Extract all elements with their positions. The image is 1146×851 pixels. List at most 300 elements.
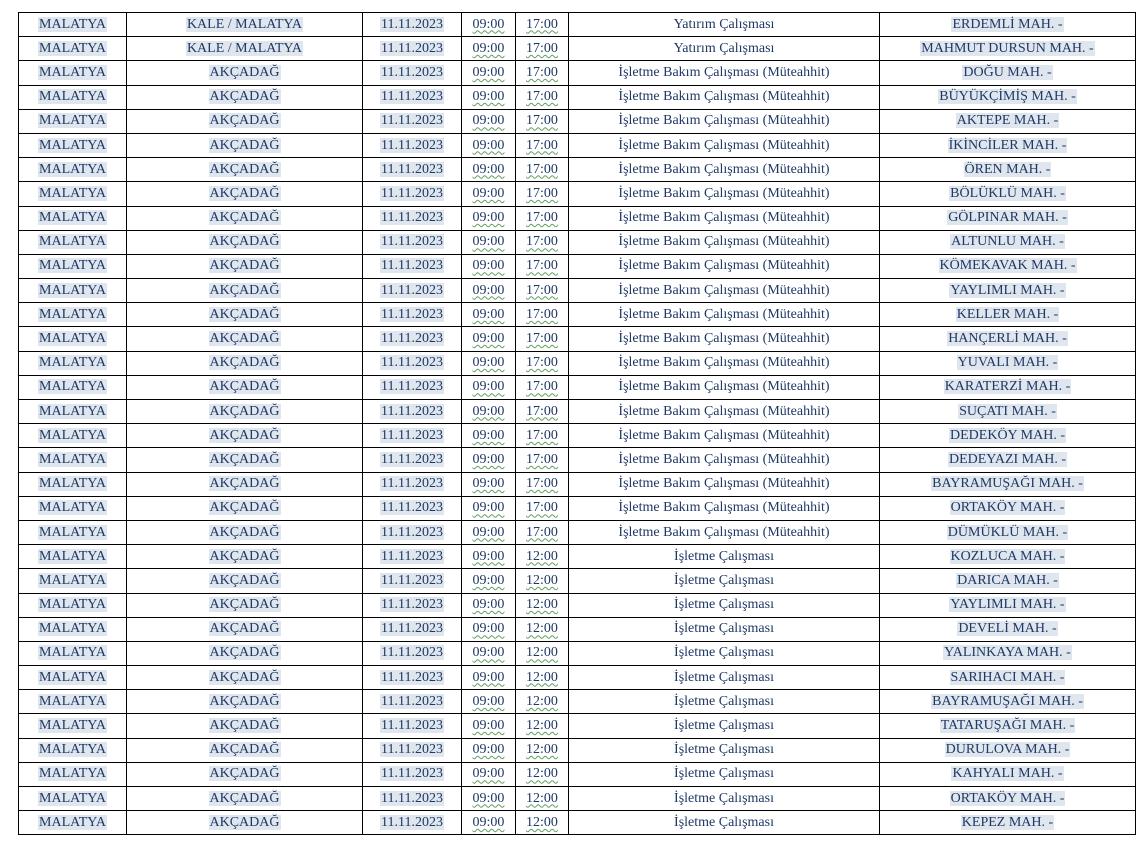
outage-table [18,12,1136,835]
date-cell [363,448,462,472]
work-type-cell [569,182,880,206]
work-type-cell [569,738,880,762]
work-type-cell [569,811,880,835]
district-cell [127,13,363,37]
neighborhood-cell-text: DURULOVA MAH. - [945,742,1070,758]
work-type-cell-text: İşletme Bakım Çalışması (Müteahhit) [618,355,830,371]
end-time-cell [516,279,569,303]
neighborhood-cell-text: BAYRAMUŞAĞI MAH. - [932,476,1083,492]
neighborhood-cell-text: TATARUŞAĞI MAH. - [940,718,1075,734]
work-type-cell-text: Yatırım Çalışması [673,40,775,56]
district-cell [127,109,363,133]
work-type-cell-text: İşletme Çalışması [674,645,774,661]
date-cell-text: 11.11.2023 [381,621,443,637]
end-time-cell [516,351,569,375]
work-type-cell-text: İşletme Bakım Çalışması (Müteahhit) [618,451,830,467]
table-row [19,230,1136,254]
neighborhood-cell [880,85,1136,109]
work-type-cell [569,158,880,182]
table-row [19,641,1136,665]
end-time-cell [516,327,569,351]
district-cell [127,303,363,327]
date-cell-text: 11.11.2023 [381,137,443,153]
date-cell [363,303,462,327]
city-cell [19,133,127,157]
work-type-cell [569,327,880,351]
end-time-cell [516,13,569,37]
end-time-cell-text: 12:00 [526,718,558,734]
date-cell-text: 11.11.2023 [381,161,443,177]
work-type-cell [569,206,880,230]
start-time-cell [462,303,516,327]
start-time-cell [462,762,516,786]
date-cell [363,254,462,278]
city-cell [19,85,127,109]
district-cell [127,641,363,665]
work-type-cell [569,303,880,327]
district-cell-text: AKÇADAĞ [209,403,280,419]
start-time-cell-text: 09:00 [472,258,505,274]
table-row [19,327,1136,351]
start-time-cell-text: 09:00 [472,572,505,588]
table-row [19,666,1136,690]
start-time-cell-text: 09:00 [472,693,505,709]
end-time-cell [516,545,569,569]
start-time-cell [462,714,516,738]
neighborhood-cell-text: İKİNCİLER MAH. - [948,137,1067,153]
end-time-cell-text: 12:00 [526,572,558,588]
neighborhood-cell [880,61,1136,85]
district-cell [127,690,363,714]
neighborhood-cell [880,375,1136,399]
city-cell-text: MALATYA [39,306,106,322]
city-cell-text: MALATYA [39,476,106,492]
start-time-cell [462,85,516,109]
table-row [19,375,1136,399]
work-type-cell-text: İşletme Bakım Çalışması (Müteahhit) [618,306,830,322]
date-cell-text: 11.11.2023 [381,766,443,782]
table-row [19,472,1136,496]
end-time-cell [516,569,569,593]
neighborhood-cell [880,400,1136,424]
start-time-cell-text: 09:00 [472,476,505,492]
start-time-cell-text: 09:00 [472,790,505,806]
table-row [19,13,1136,37]
neighborhood-cell-text: ALTUNLU MAH. - [951,234,1064,250]
end-time-cell [516,375,569,399]
city-cell [19,738,127,762]
start-time-cell [462,811,516,835]
work-type-cell-text: İşletme Çalışması [674,766,774,782]
start-time-cell [462,37,516,61]
date-cell [363,61,462,85]
date-cell-text: 11.11.2023 [381,185,443,201]
start-time-cell-text: 09:00 [472,548,505,564]
date-cell-text: 11.11.2023 [381,89,443,105]
start-time-cell-text: 09:00 [472,137,505,153]
neighborhood-cell [880,230,1136,254]
district-cell [127,472,363,496]
end-time-cell-text: 17:00 [526,427,558,443]
end-time-cell-text: 12:00 [526,597,558,613]
neighborhood-cell [880,182,1136,206]
date-cell-text: 11.11.2023 [381,572,443,588]
city-cell [19,327,127,351]
start-time-cell [462,738,516,762]
start-time-cell [462,206,516,230]
work-type-cell-text: İşletme Bakım Çalışması (Müteahhit) [618,331,830,347]
end-time-cell-text: 12:00 [526,693,558,709]
table-row [19,569,1136,593]
neighborhood-cell-text: YALINKAYA MAH. - [944,645,1071,661]
table-row [19,37,1136,61]
district-cell-text: AKÇADAĞ [209,282,280,298]
date-cell-text: 11.11.2023 [381,669,443,685]
neighborhood-cell [880,327,1136,351]
work-type-cell-text: İşletme Bakım Çalışması (Müteahhit) [618,185,830,201]
date-cell-text: 11.11.2023 [381,524,443,540]
date-cell [363,133,462,157]
start-time-cell [462,327,516,351]
start-time-cell-text: 09:00 [472,718,505,734]
district-cell [127,85,363,109]
table-row [19,85,1136,109]
neighborhood-cell [880,496,1136,520]
neighborhood-cell [880,279,1136,303]
date-cell [363,738,462,762]
neighborhood-cell-text: MAHMUT DURSUN MAH. - [921,40,1094,56]
start-time-cell [462,400,516,424]
date-cell-text: 11.11.2023 [381,306,443,322]
date-cell [363,762,462,786]
start-time-cell [462,617,516,641]
district-cell-text: AKÇADAĞ [209,210,280,226]
start-time-cell [462,13,516,37]
district-cell [127,714,363,738]
city-cell-text: MALATYA [39,161,106,177]
start-time-cell-text: 09:00 [472,427,505,443]
district-cell-text: AKÇADAĞ [209,524,280,540]
end-time-cell [516,641,569,665]
table-row [19,738,1136,762]
table-row [19,133,1136,157]
start-time-cell [462,158,516,182]
end-time-cell-text: 17:00 [526,137,558,153]
neighborhood-cell [880,133,1136,157]
neighborhood-cell-text: SARIHACI MAH. - [950,669,1065,685]
neighborhood-cell [880,641,1136,665]
end-time-cell [516,714,569,738]
end-time-cell-text: 12:00 [526,790,558,806]
end-time-cell [516,206,569,230]
neighborhood-cell-text: ORTAKÖY MAH. - [950,500,1065,516]
city-cell-text: MALATYA [39,572,106,588]
city-cell-text: MALATYA [39,282,106,298]
city-cell [19,254,127,278]
start-time-cell-text: 09:00 [472,185,505,201]
end-time-cell-text: 17:00 [526,306,558,322]
work-type-cell [569,85,880,109]
date-cell-text: 11.11.2023 [381,742,443,758]
date-cell [363,811,462,835]
date-cell-text: 11.11.2023 [381,355,443,371]
neighborhood-cell-text: KOZLUCA MAH. - [950,548,1065,564]
work-type-cell [569,545,880,569]
end-time-cell-text: 17:00 [526,210,558,226]
work-type-cell-text: İşletme Bakım Çalışması (Müteahhit) [618,64,830,80]
start-time-cell [462,520,516,544]
date-cell-text: 11.11.2023 [381,403,443,419]
start-time-cell [462,569,516,593]
end-time-cell-text: 17:00 [526,185,558,201]
start-time-cell-text: 09:00 [472,331,505,347]
district-cell [127,182,363,206]
start-time-cell-text: 09:00 [472,500,505,516]
city-cell-text: MALATYA [39,16,106,32]
district-cell [127,61,363,85]
end-time-cell [516,230,569,254]
date-cell [363,641,462,665]
district-cell-text: AKÇADAĞ [209,113,280,129]
date-cell-text: 11.11.2023 [381,234,443,250]
work-type-cell [569,762,880,786]
date-cell [363,496,462,520]
end-time-cell [516,254,569,278]
district-cell [127,279,363,303]
city-cell [19,617,127,641]
city-cell [19,206,127,230]
table-row [19,448,1136,472]
neighborhood-cell-text: BÖLÜKLÜ MAH. - [950,185,1065,201]
city-cell [19,13,127,37]
date-cell [363,206,462,230]
start-time-cell [462,666,516,690]
end-time-cell [516,424,569,448]
neighborhood-cell-text: DOĞU MAH. - [963,64,1052,80]
city-cell-text: MALATYA [39,814,106,830]
start-time-cell-text: 09:00 [472,379,505,395]
city-cell-text: MALATYA [39,693,106,709]
city-cell [19,811,127,835]
date-cell-text: 11.11.2023 [381,451,443,467]
district-cell [127,133,363,157]
city-cell [19,641,127,665]
neighborhood-cell [880,351,1136,375]
district-cell [127,762,363,786]
start-time-cell-text: 09:00 [472,645,505,661]
end-time-cell-text: 12:00 [526,669,558,685]
work-type-cell [569,520,880,544]
city-cell-text: MALATYA [39,645,106,661]
end-time-cell-text: 17:00 [526,331,558,347]
end-time-cell [516,448,569,472]
work-type-cell [569,448,880,472]
date-cell-text: 11.11.2023 [381,718,443,734]
district-cell-text: KALE / MALATYA [186,40,303,56]
table-row [19,303,1136,327]
end-time-cell-text: 17:00 [526,403,558,419]
end-time-cell-text: 17:00 [526,113,558,129]
city-cell-text: MALATYA [39,403,106,419]
start-time-cell [462,254,516,278]
start-time-cell-text: 09:00 [472,451,505,467]
end-time-cell [516,666,569,690]
end-time-cell [516,158,569,182]
work-type-cell-text: İşletme Bakım Çalışması (Müteahhit) [618,234,830,250]
district-cell-text: AKÇADAĞ [209,669,280,685]
date-cell-text: 11.11.2023 [381,645,443,661]
work-type-cell-text: İşletme Bakım Çalışması (Müteahhit) [618,282,830,298]
city-cell-text: MALATYA [39,597,106,613]
city-cell-text: MALATYA [39,548,106,564]
neighborhood-cell [880,109,1136,133]
city-cell-text: MALATYA [39,742,106,758]
work-type-cell-text: İşletme Bakım Çalışması (Müteahhit) [618,210,830,226]
city-cell [19,593,127,617]
table-row [19,811,1136,835]
city-cell-text: MALATYA [39,427,106,443]
start-time-cell-text: 09:00 [472,282,505,298]
neighborhood-cell-text: DÜMÜKLÜ MAH. - [947,524,1068,540]
end-time-cell [516,109,569,133]
neighborhood-cell-text: KAHYALI MAH. - [952,766,1063,782]
neighborhood-cell [880,158,1136,182]
city-cell-text: MALATYA [39,234,106,250]
table-row [19,109,1136,133]
date-cell [363,351,462,375]
work-type-cell-text: İşletme Çalışması [674,742,774,758]
start-time-cell [462,593,516,617]
district-cell-text: AKÇADAĞ [209,64,280,80]
district-cell-text: AKÇADAĞ [209,693,280,709]
date-cell-text: 11.11.2023 [381,548,443,564]
date-cell [363,593,462,617]
neighborhood-cell-text: DEVELİ MAH. - [958,621,1057,637]
city-cell-text: MALATYA [39,451,106,467]
end-time-cell [516,496,569,520]
start-time-cell-text: 09:00 [472,814,505,830]
district-cell [127,327,363,351]
table-row [19,279,1136,303]
date-cell-text: 11.11.2023 [381,476,443,492]
city-cell-text: MALATYA [39,621,106,637]
city-cell-text: MALATYA [39,669,106,685]
end-time-cell [516,593,569,617]
neighborhood-cell [880,303,1136,327]
work-type-cell-text: İşletme Bakım Çalışması (Müteahhit) [618,476,830,492]
neighborhood-cell [880,254,1136,278]
end-time-cell-text: 17:00 [526,40,558,56]
end-time-cell-text: 12:00 [526,742,558,758]
table-row [19,787,1136,811]
city-cell [19,109,127,133]
work-type-cell-text: İşletme Çalışması [674,548,774,564]
district-cell-text: AKÇADAĞ [209,427,280,443]
date-cell [363,617,462,641]
neighborhood-cell [880,811,1136,835]
start-time-cell-text: 09:00 [472,234,505,250]
district-cell [127,811,363,835]
start-time-cell [462,496,516,520]
city-cell-text: MALATYA [39,790,106,806]
end-time-cell-text: 12:00 [526,645,558,661]
end-time-cell [516,520,569,544]
work-type-cell [569,617,880,641]
work-type-cell-text: İşletme Çalışması [674,790,774,806]
date-cell [363,545,462,569]
end-time-cell [516,472,569,496]
start-time-cell-text: 09:00 [472,355,505,371]
end-time-cell-text: 12:00 [526,814,558,830]
city-cell [19,472,127,496]
district-cell [127,400,363,424]
city-cell [19,182,127,206]
neighborhood-cell-text: KELLER MAH. - [956,306,1059,322]
work-type-cell-text: İşletme Bakım Çalışması (Müteahhit) [618,379,830,395]
neighborhood-cell-text: GÖLPINAR MAH. - [948,210,1067,226]
district-cell-text: AKÇADAĞ [209,137,280,153]
neighborhood-cell [880,787,1136,811]
work-type-cell-text: İşletme Bakım Çalışması (Müteahhit) [618,427,830,443]
start-time-cell-text: 09:00 [472,40,505,56]
start-time-cell-text: 09:00 [472,742,505,758]
work-type-cell [569,133,880,157]
district-cell-text: AKÇADAĞ [209,89,280,105]
district-cell [127,230,363,254]
end-time-cell-text: 12:00 [526,766,558,782]
neighborhood-cell-text: DEDEKÖY MAH. - [950,427,1065,443]
district-cell [127,593,363,617]
end-time-cell-text: 17:00 [526,355,558,371]
district-cell [127,424,363,448]
district-cell-text: AKÇADAĞ [209,766,280,782]
end-time-cell [516,133,569,157]
end-time-cell [516,61,569,85]
end-time-cell [516,738,569,762]
neighborhood-cell-text: KÖMEKAVAK MAH. - [939,258,1076,274]
end-time-cell [516,690,569,714]
work-type-cell-text: İşletme Çalışması [674,597,774,613]
end-time-cell-text: 17:00 [526,282,558,298]
date-cell-text: 11.11.2023 [381,500,443,516]
end-time-cell-text: 17:00 [526,161,558,177]
city-cell-text: MALATYA [39,331,106,347]
work-type-cell-text: İşletme Bakım Çalışması (Müteahhit) [618,403,830,419]
end-time-cell-text: 12:00 [526,621,558,637]
work-type-cell-text: İşletme Bakım Çalışması (Müteahhit) [618,524,830,540]
start-time-cell-text: 09:00 [472,210,505,226]
city-cell-text: MALATYA [39,64,106,80]
date-cell-text: 11.11.2023 [381,64,443,80]
start-time-cell-text: 09:00 [472,621,505,637]
table-row [19,762,1136,786]
city-cell [19,424,127,448]
city-cell-text: MALATYA [39,185,106,201]
work-type-cell-text: İşletme Çalışması [674,814,774,830]
end-time-cell [516,617,569,641]
date-cell-text: 11.11.2023 [381,331,443,347]
neighborhood-cell [880,520,1136,544]
neighborhood-cell [880,545,1136,569]
neighborhood-cell [880,13,1136,37]
work-type-cell [569,279,880,303]
district-cell [127,569,363,593]
city-cell [19,303,127,327]
neighborhood-cell-text: AKTEPE MAH. - [956,113,1059,129]
city-cell-text: MALATYA [39,718,106,734]
date-cell [363,158,462,182]
work-type-cell-text: İşletme Bakım Çalışması (Müteahhit) [618,500,830,516]
